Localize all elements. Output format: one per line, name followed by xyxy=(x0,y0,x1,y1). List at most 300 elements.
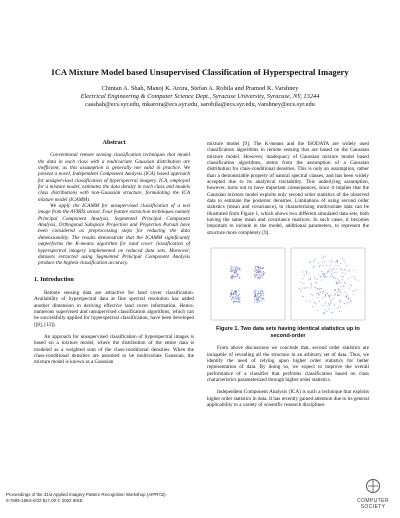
scatter-point xyxy=(261,290,262,291)
scatter-point xyxy=(330,276,331,277)
abstract-paragraph: We apply the ICAMM for unsupervised classification of a test image from the AVIRIS sensor. Four feature extraction techniques namely Principal Component Analysis, Segmented Principal Component Analysis, Orthogonal Subspace Projection and Projection Pursuit have been considered as preprocessing steps for reducing the data dimensionality. The results demonstrate that the ICAMM significantly outperforms the K-means algorithm for land cover classification of hyperspectral imagery implemented on reduced data sets. Moreover, datasets extracted using Segmented Principal Component Analysis produce the highest classification accuracy. xyxy=(38,203,190,267)
scatter-point xyxy=(345,283,346,284)
scatter-point xyxy=(337,262,338,263)
scatter-point xyxy=(254,292,255,293)
scatter-point xyxy=(310,262,311,263)
footer-copyright: 0-7695-1863-X/02 $17.00 © 2002 IEEE xyxy=(6,497,83,503)
scatter-point xyxy=(329,304,330,305)
scatter-point xyxy=(258,300,259,301)
scatter-point xyxy=(263,293,264,294)
scatter-point xyxy=(309,262,310,263)
scatter-point xyxy=(321,288,322,289)
scatter-point xyxy=(235,267,236,268)
scatter-point xyxy=(350,300,351,301)
scatter-point xyxy=(335,290,336,291)
scatter-point xyxy=(233,292,234,293)
scatter-point xyxy=(259,277,260,278)
scatter-point xyxy=(335,294,336,295)
scatter-point xyxy=(356,290,357,291)
scatter-point xyxy=(337,292,338,293)
scatter-point xyxy=(230,296,231,297)
scatter-point xyxy=(259,278,260,279)
scatter-point xyxy=(342,258,343,259)
scatter-point xyxy=(342,276,343,277)
scatter-point xyxy=(256,266,257,267)
figure-1-plots xyxy=(207,242,369,324)
scatter-point xyxy=(263,275,264,276)
scatter-point xyxy=(341,269,342,270)
scatter-point xyxy=(237,268,238,269)
scatter-point xyxy=(324,261,325,262)
scatter-point xyxy=(345,274,346,275)
section-heading-introduction: 1. Introduction xyxy=(34,275,74,283)
scatter-point xyxy=(235,271,236,272)
scatter-point xyxy=(302,296,303,297)
affiliation: Electrical Engineering & Computer Science Dept., Syracuse University, Syracuse, NY, 13244 xyxy=(80,93,320,100)
scatter-point xyxy=(257,271,258,272)
scatter-point xyxy=(323,257,324,258)
scatter-point xyxy=(351,277,352,278)
scatter-point xyxy=(322,298,323,299)
body-paragraph: mixture model [9]. The K-means and the ISODATA are widely used classification algorithms in remote sensing that are based on the Gaussian mixture model. However, inadequacy of Gaussian mixture model based classification algorithms, stems from the assumption of a Gaussian distribution for class-conditional densities. This is only an assumption, rather than a demonstrable property of natural spectral classes, and has been widely accepted due to its analytical tractability. This underlying assumption, however, turns out to have important consequences, since it implies that the Gaussian mixture model exploits only second order statistics of the observed data to estimate the posterior densities. Limitations of using second order statistics (mean and covariance), in characterizing multivariate data can be illustrated from Figure 1, which shows two different simulated data sets, both having the same mean and covariance matrices. In such cases, it becomes important to include in the model, additional parameters, to represent the structure more completely [9]. xyxy=(207,141,369,236)
scatter-point xyxy=(342,280,343,281)
scatter-point xyxy=(330,296,331,297)
scatter-point xyxy=(257,298,258,299)
scatter-point xyxy=(329,298,330,299)
scatter-point xyxy=(235,290,236,291)
scatter-point xyxy=(337,308,338,309)
scatter-point xyxy=(337,279,338,280)
scatter-point xyxy=(262,291,263,292)
scatter-point xyxy=(306,272,307,273)
scatter-point xyxy=(239,291,240,292)
scatter-point xyxy=(317,310,318,311)
scatter-point xyxy=(309,301,310,302)
scatter-point xyxy=(262,268,263,269)
scatter-point xyxy=(344,270,345,271)
scatter-point xyxy=(339,300,340,301)
scatter-point xyxy=(322,258,323,259)
scatter-point xyxy=(333,269,334,270)
scatter-point xyxy=(256,297,257,298)
scatter-point xyxy=(255,277,256,278)
scatter-point xyxy=(232,296,233,297)
scatter-point xyxy=(354,276,355,277)
scatter-point xyxy=(238,298,239,299)
scatter-point xyxy=(237,296,238,297)
scatter-point xyxy=(237,270,238,271)
abstract-paragraph: Conventional remote sensing classification techniques that model the data in each class with a multivariate Gaussian distribution are inefficient, as this assumption is generally not valid in practice. We present a novel, Independent Component Analysis (ICA) based approach for unsupervised classification of hyperspectral imagery. ICA, employed for a mixture model, estimates the data density in each class and models class distributions with non-Gaussian structure, formulating the ICA mixture model (ICAMM). xyxy=(38,152,190,203)
scatter-point xyxy=(315,259,316,260)
scatter-point xyxy=(336,272,337,273)
scatter-point xyxy=(299,288,300,289)
scatter-point xyxy=(335,262,336,263)
scatter-point xyxy=(260,297,261,298)
scatter-point xyxy=(311,294,312,295)
scatter-point xyxy=(345,303,346,304)
scatter-point xyxy=(261,301,262,302)
scatter-point xyxy=(323,273,324,274)
scatter-point xyxy=(315,304,316,305)
scatter-point xyxy=(254,273,255,274)
scatter-point xyxy=(324,275,325,276)
scatter-point xyxy=(255,267,256,268)
scatter-point xyxy=(235,277,236,278)
scatter-point xyxy=(315,279,316,280)
scatter-point xyxy=(239,276,240,277)
scatter-point xyxy=(344,260,345,261)
scatter-point xyxy=(233,294,234,295)
right-column xyxy=(207,141,369,408)
scatter-point xyxy=(234,298,235,299)
scatter-point xyxy=(300,291,301,292)
scatter-point xyxy=(340,306,341,307)
scatter-point xyxy=(318,297,319,298)
scatter-point xyxy=(238,301,239,302)
scatter-point xyxy=(339,311,340,312)
scatter-point xyxy=(239,278,240,279)
scatter-point xyxy=(237,275,238,276)
scatter-point xyxy=(339,280,340,281)
scatter-point xyxy=(260,267,261,268)
scatter-point xyxy=(311,285,312,286)
scatter-point xyxy=(348,299,349,300)
scatter-point xyxy=(340,263,341,264)
scatter-point xyxy=(256,274,257,275)
scatter-point xyxy=(343,276,344,277)
scatter-point xyxy=(254,297,255,298)
scatter-point xyxy=(302,272,303,273)
scatter-point xyxy=(321,271,322,272)
scatter-point xyxy=(260,292,261,293)
scatter-point xyxy=(238,268,239,269)
scatter-point xyxy=(332,313,333,314)
scatter-point xyxy=(231,292,232,293)
scatter-point xyxy=(314,277,315,278)
scatter-point xyxy=(254,300,255,301)
scatter-point xyxy=(314,302,315,303)
scatter-point xyxy=(233,270,234,271)
scatter-point xyxy=(330,303,331,304)
scatter-point xyxy=(310,279,311,280)
scatter-point xyxy=(255,268,256,269)
scatter-point xyxy=(259,293,260,294)
scatter-point xyxy=(335,289,336,290)
scatter-point xyxy=(322,292,323,293)
scatter-point xyxy=(334,305,335,306)
left-column xyxy=(34,135,194,366)
scatter-point xyxy=(238,299,239,300)
scatter-point xyxy=(328,295,329,296)
scatter-point xyxy=(323,291,324,292)
body-paragraph: From above discussions we conclude that, second order statistics are incapable of revealing all the structure in an arbitrary set of data. Thus, we identify the need of relying upon higher order statistics for better representation of data. By doing so, we expect to improve the overall performance of a classifier that performs classification based on class characteristics parameterized through higher order statistics. xyxy=(207,345,369,383)
logo-text-computer: COMPUTER xyxy=(357,498,389,504)
scatter-point xyxy=(260,276,261,277)
scatter-point xyxy=(331,301,332,302)
scatter-point xyxy=(233,269,234,270)
scatter-point xyxy=(340,282,341,283)
scatter-point xyxy=(233,278,234,279)
scatter-point xyxy=(323,305,324,306)
scatter-point xyxy=(346,265,347,266)
scatter-point xyxy=(239,269,240,270)
scatter-point xyxy=(314,287,315,288)
scatter-point xyxy=(341,286,342,287)
scatter-point xyxy=(354,294,355,295)
scatter-point xyxy=(240,301,241,302)
scatter-point xyxy=(254,302,255,303)
body-paragraph: Remote sensing data are attractive for land cover classification. Availability of hyperspectral data at fine spectral resolution has added another dimension in deriving effective land cover information. Hence, numerous supervised and unsupervised classification algorithms, which can be successfully applied for hyperspectral classification, have been developed ([8], [13]). xyxy=(34,289,194,328)
scatter-point xyxy=(257,296,258,297)
scatter-point xyxy=(259,275,260,276)
author-emails: casshah@ecs.syr.edu, mkarora@ecs.syr.edu, sarobila@ecs.syr.edu, varshney@ecs.syr.edu xyxy=(85,101,315,108)
scatter-point xyxy=(260,271,261,272)
scatter-point xyxy=(351,285,352,286)
scatter-point xyxy=(237,299,238,300)
scatter-point xyxy=(259,269,260,270)
scatter-point xyxy=(343,287,344,288)
author-names: Chintan A. Shah, Manoj K. Arora, Stefan A. Robila and Pramod K. Varshney xyxy=(101,85,299,92)
scatter-point xyxy=(257,295,258,296)
scatter-point xyxy=(327,273,328,274)
scatter-point xyxy=(300,290,301,291)
scatter-point xyxy=(345,269,346,270)
figure-1-caption: Figure 1. Two data sets having identical statistics up to second-order xyxy=(216,326,360,339)
scatter-point xyxy=(319,266,320,267)
scatter-point xyxy=(232,293,233,294)
scatter-plot-square-clusters xyxy=(211,248,285,320)
scatter-point xyxy=(255,294,256,295)
scatter-point xyxy=(231,276,232,277)
scatter-point xyxy=(310,278,311,279)
scatter-point xyxy=(334,272,335,273)
scatter-point xyxy=(318,293,319,294)
scatter-point xyxy=(311,283,312,284)
scatter-point xyxy=(322,293,323,294)
scatter-point xyxy=(336,282,337,283)
scatter-point xyxy=(331,260,332,261)
scatter-point xyxy=(316,283,317,284)
scatter-point xyxy=(328,309,329,310)
scatter-point xyxy=(236,295,237,296)
scatter-point xyxy=(257,272,258,273)
scatter-point xyxy=(333,277,334,278)
scatter-point xyxy=(258,299,259,300)
scatter-point xyxy=(312,295,313,296)
scatter-point xyxy=(322,273,323,274)
scatter-point xyxy=(231,269,232,270)
scatter-point xyxy=(306,271,307,272)
scatter-point xyxy=(334,295,335,296)
scatter-point xyxy=(348,297,349,298)
scatter-point xyxy=(231,278,232,279)
scatter-point xyxy=(357,280,358,281)
scatter-point xyxy=(261,294,262,295)
scatter-point xyxy=(321,280,322,281)
scatter-point xyxy=(255,293,256,294)
scatter-point xyxy=(262,293,263,294)
scatter-point xyxy=(311,288,312,289)
scatter-point xyxy=(238,302,239,303)
scatter-point xyxy=(336,269,337,270)
scatter-point xyxy=(339,294,340,295)
scatter-point xyxy=(313,261,314,262)
scatter-point xyxy=(347,294,348,295)
scatter-point xyxy=(232,267,233,268)
scatter-point xyxy=(351,301,352,302)
scatter-point xyxy=(302,278,303,279)
scatter-point xyxy=(324,277,325,278)
scatter-point xyxy=(231,266,232,267)
scatter-point xyxy=(231,299,232,300)
scatter-point xyxy=(232,278,233,279)
scatter-point xyxy=(334,290,335,291)
scatter-point xyxy=(239,294,240,295)
scatter-point xyxy=(264,300,265,301)
scatter-point xyxy=(313,260,314,261)
scatter-point xyxy=(328,305,329,306)
scatter-point xyxy=(261,268,262,269)
scatter-point xyxy=(327,271,328,272)
logo-icon xyxy=(364,478,382,494)
scatter-point xyxy=(262,276,263,277)
scatter-point xyxy=(259,273,260,274)
scatter-point xyxy=(256,275,257,276)
scatter-point xyxy=(313,266,314,267)
scatter-point xyxy=(235,269,236,270)
scatter-point xyxy=(230,293,231,294)
scatter-point xyxy=(343,285,344,286)
scatter-point xyxy=(256,299,257,300)
scatter-point xyxy=(333,268,334,269)
scatter-point xyxy=(240,297,241,298)
scatter-point xyxy=(340,269,341,270)
scatter-point xyxy=(235,296,236,297)
scatter-point xyxy=(313,267,314,268)
figure-1 xyxy=(207,242,369,324)
scatter-point xyxy=(331,270,332,271)
scatter-point xyxy=(258,291,259,292)
scatter-point xyxy=(326,293,327,294)
scatter-point xyxy=(233,293,234,294)
scatter-point xyxy=(258,271,259,272)
scatter-point xyxy=(333,299,334,300)
scatter-point xyxy=(329,261,330,262)
scatter-point xyxy=(263,267,264,268)
scatter-point xyxy=(259,301,260,302)
scatter-point xyxy=(237,277,238,278)
abstract-heading: Abstract xyxy=(102,139,126,146)
scatter-point xyxy=(340,302,341,303)
scatter-point xyxy=(235,291,236,292)
scatter-point xyxy=(325,303,326,304)
scatter-point xyxy=(325,276,326,277)
computer-society-logo xyxy=(350,478,396,510)
scatter-point xyxy=(346,297,347,298)
scatter-point xyxy=(330,295,331,296)
scatter-point xyxy=(340,293,341,294)
scatter-point xyxy=(338,307,339,308)
scatter-point xyxy=(263,295,264,296)
scatter-point xyxy=(346,296,347,297)
scatter-point xyxy=(236,291,237,292)
scatter-point xyxy=(326,311,327,312)
scatter-point xyxy=(254,271,255,272)
abstract-body xyxy=(34,152,194,266)
scatter-point xyxy=(312,306,313,307)
scatter-point xyxy=(345,296,346,297)
scatter-point xyxy=(240,268,241,269)
scatter-point xyxy=(263,273,264,274)
scatter-point xyxy=(327,293,328,294)
scatter-point xyxy=(344,303,345,304)
scatter-point xyxy=(238,295,239,296)
scatter-point xyxy=(231,277,232,278)
scatter-point xyxy=(328,303,329,304)
scatter-point xyxy=(255,290,256,291)
scatter-point xyxy=(233,302,234,303)
page-footer xyxy=(6,492,166,503)
scatter-point xyxy=(257,302,258,303)
scatter-point xyxy=(348,278,349,279)
scatter-point xyxy=(232,271,233,272)
paper-title: ICA Mixture Model based Unsupervised Classification of Hyperspectral Imagery xyxy=(51,67,349,77)
scatter-point xyxy=(322,262,323,263)
scatter-point xyxy=(347,302,348,303)
scatter-point xyxy=(344,262,345,263)
scatter-point xyxy=(235,294,236,295)
scatter-point xyxy=(230,268,231,269)
scatter-point xyxy=(335,265,336,266)
scatter-point xyxy=(255,275,256,276)
scatter-point xyxy=(331,300,332,301)
scatter-point xyxy=(342,272,343,273)
scatter-point xyxy=(354,290,355,291)
scatter-point xyxy=(326,265,327,266)
scatter-point xyxy=(309,274,310,275)
scatter-point xyxy=(323,276,324,277)
author-block xyxy=(0,85,400,109)
scatter-point xyxy=(261,298,262,299)
scatter-point xyxy=(256,272,257,273)
scatter-point xyxy=(318,263,319,264)
scatter-point xyxy=(233,275,234,276)
scatter-point xyxy=(259,278,260,279)
scatter-point xyxy=(258,269,259,270)
scatter-point xyxy=(236,301,237,302)
scatter-point xyxy=(318,275,319,276)
scatter-point xyxy=(331,262,332,263)
scatter-point xyxy=(304,288,305,289)
scatter-point xyxy=(319,294,320,295)
scatter-point xyxy=(231,294,232,295)
scatter-point xyxy=(349,288,350,289)
scatter-point xyxy=(258,267,259,268)
scatter-point xyxy=(302,288,303,289)
scatter-point xyxy=(319,288,320,289)
scatter-point xyxy=(232,290,233,291)
scatter-point xyxy=(315,287,316,288)
scatter-point xyxy=(259,271,260,272)
scatter-point xyxy=(236,272,237,273)
scatter-point xyxy=(230,270,231,271)
scatter-point xyxy=(261,274,262,275)
scatter-point xyxy=(235,270,236,271)
scatter-point xyxy=(339,284,340,285)
scatter-point xyxy=(257,277,258,278)
scatter-point xyxy=(324,310,325,311)
scatter-point xyxy=(352,291,353,292)
